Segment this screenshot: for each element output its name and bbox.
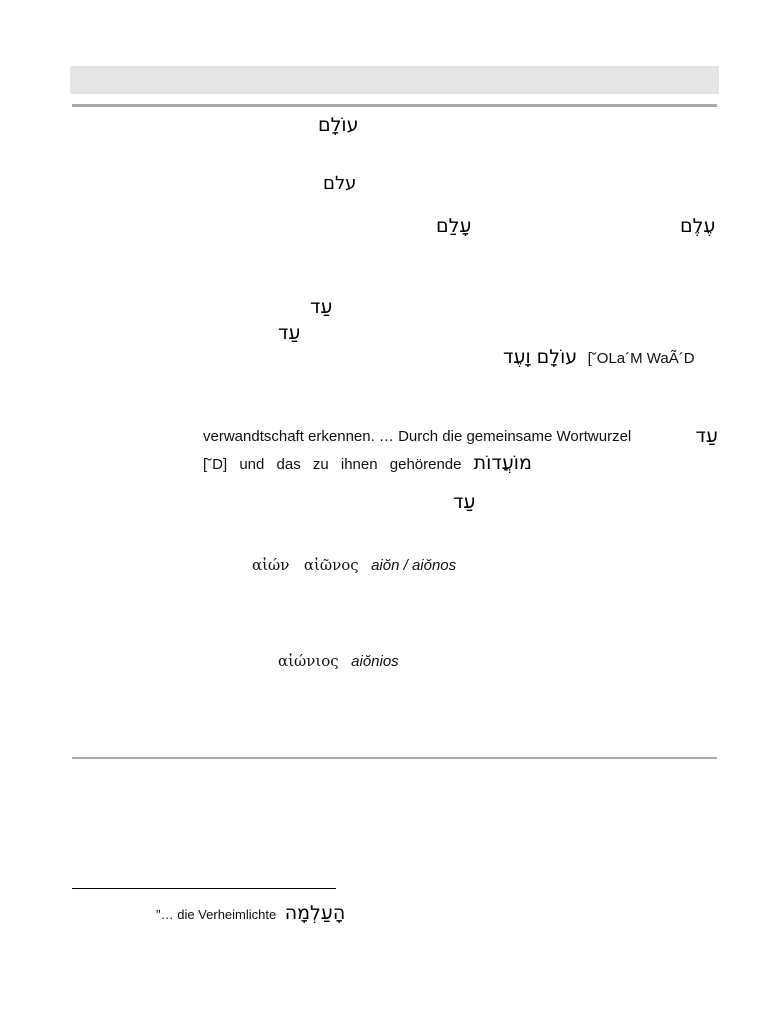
hebrew-elem: עֶלֶם — [680, 215, 716, 237]
aionios-transliteration: aiŏnios — [351, 653, 399, 670]
top-rule — [72, 104, 717, 107]
hebrew-moadot: מוֹעֲדוֹת — [473, 452, 532, 474]
hebrew-ad-4: עַד — [453, 491, 476, 513]
footnote-text: "… die Verheimlichte — [156, 907, 277, 922]
header-band — [70, 66, 719, 94]
hebrew-olam-plain: עלם — [323, 173, 357, 194]
hebrew-ad-2: עַד — [278, 322, 301, 344]
middle-rule — [72, 757, 717, 759]
aion-transliteration: aiŏn / aiŏnos — [371, 557, 457, 574]
greek-aion-line — [252, 556, 456, 578]
verwandtschaft-text: verwandtschaft erkennen. … Durch die gemeinsame Wortwurzel — [203, 428, 632, 445]
greek-aionos: αἰῶνος — [303, 556, 359, 574]
hebrew-haalmah: הָעַלְמָה — [284, 902, 346, 924]
olam-waed-line — [503, 346, 695, 368]
greek-aion: αἰών — [252, 556, 290, 574]
hebrew-olam-waed: עוֹלָם וָעֶד — [503, 346, 578, 368]
hebrew-olam-full: עוֹלָם — [318, 114, 359, 136]
footnote-separator — [72, 888, 336, 889]
footnote-line — [156, 902, 345, 924]
greek-aionios: αἰώνιος — [278, 652, 339, 670]
greek-aionios-line — [278, 652, 399, 674]
olam-waed-transliteration: [˘OLa´M WaÃ´D — [587, 350, 695, 367]
d-und-text: [˘D] und das zu ihnen gehörende — [203, 456, 462, 473]
hebrew-ad-3: עַד — [695, 425, 718, 447]
hebrew-alam: עָלַם — [436, 215, 472, 237]
paragraph-line-1 — [203, 425, 718, 450]
hebrew-ad-1: עַד — [310, 296, 333, 318]
paragraph-line-2 — [203, 452, 532, 474]
